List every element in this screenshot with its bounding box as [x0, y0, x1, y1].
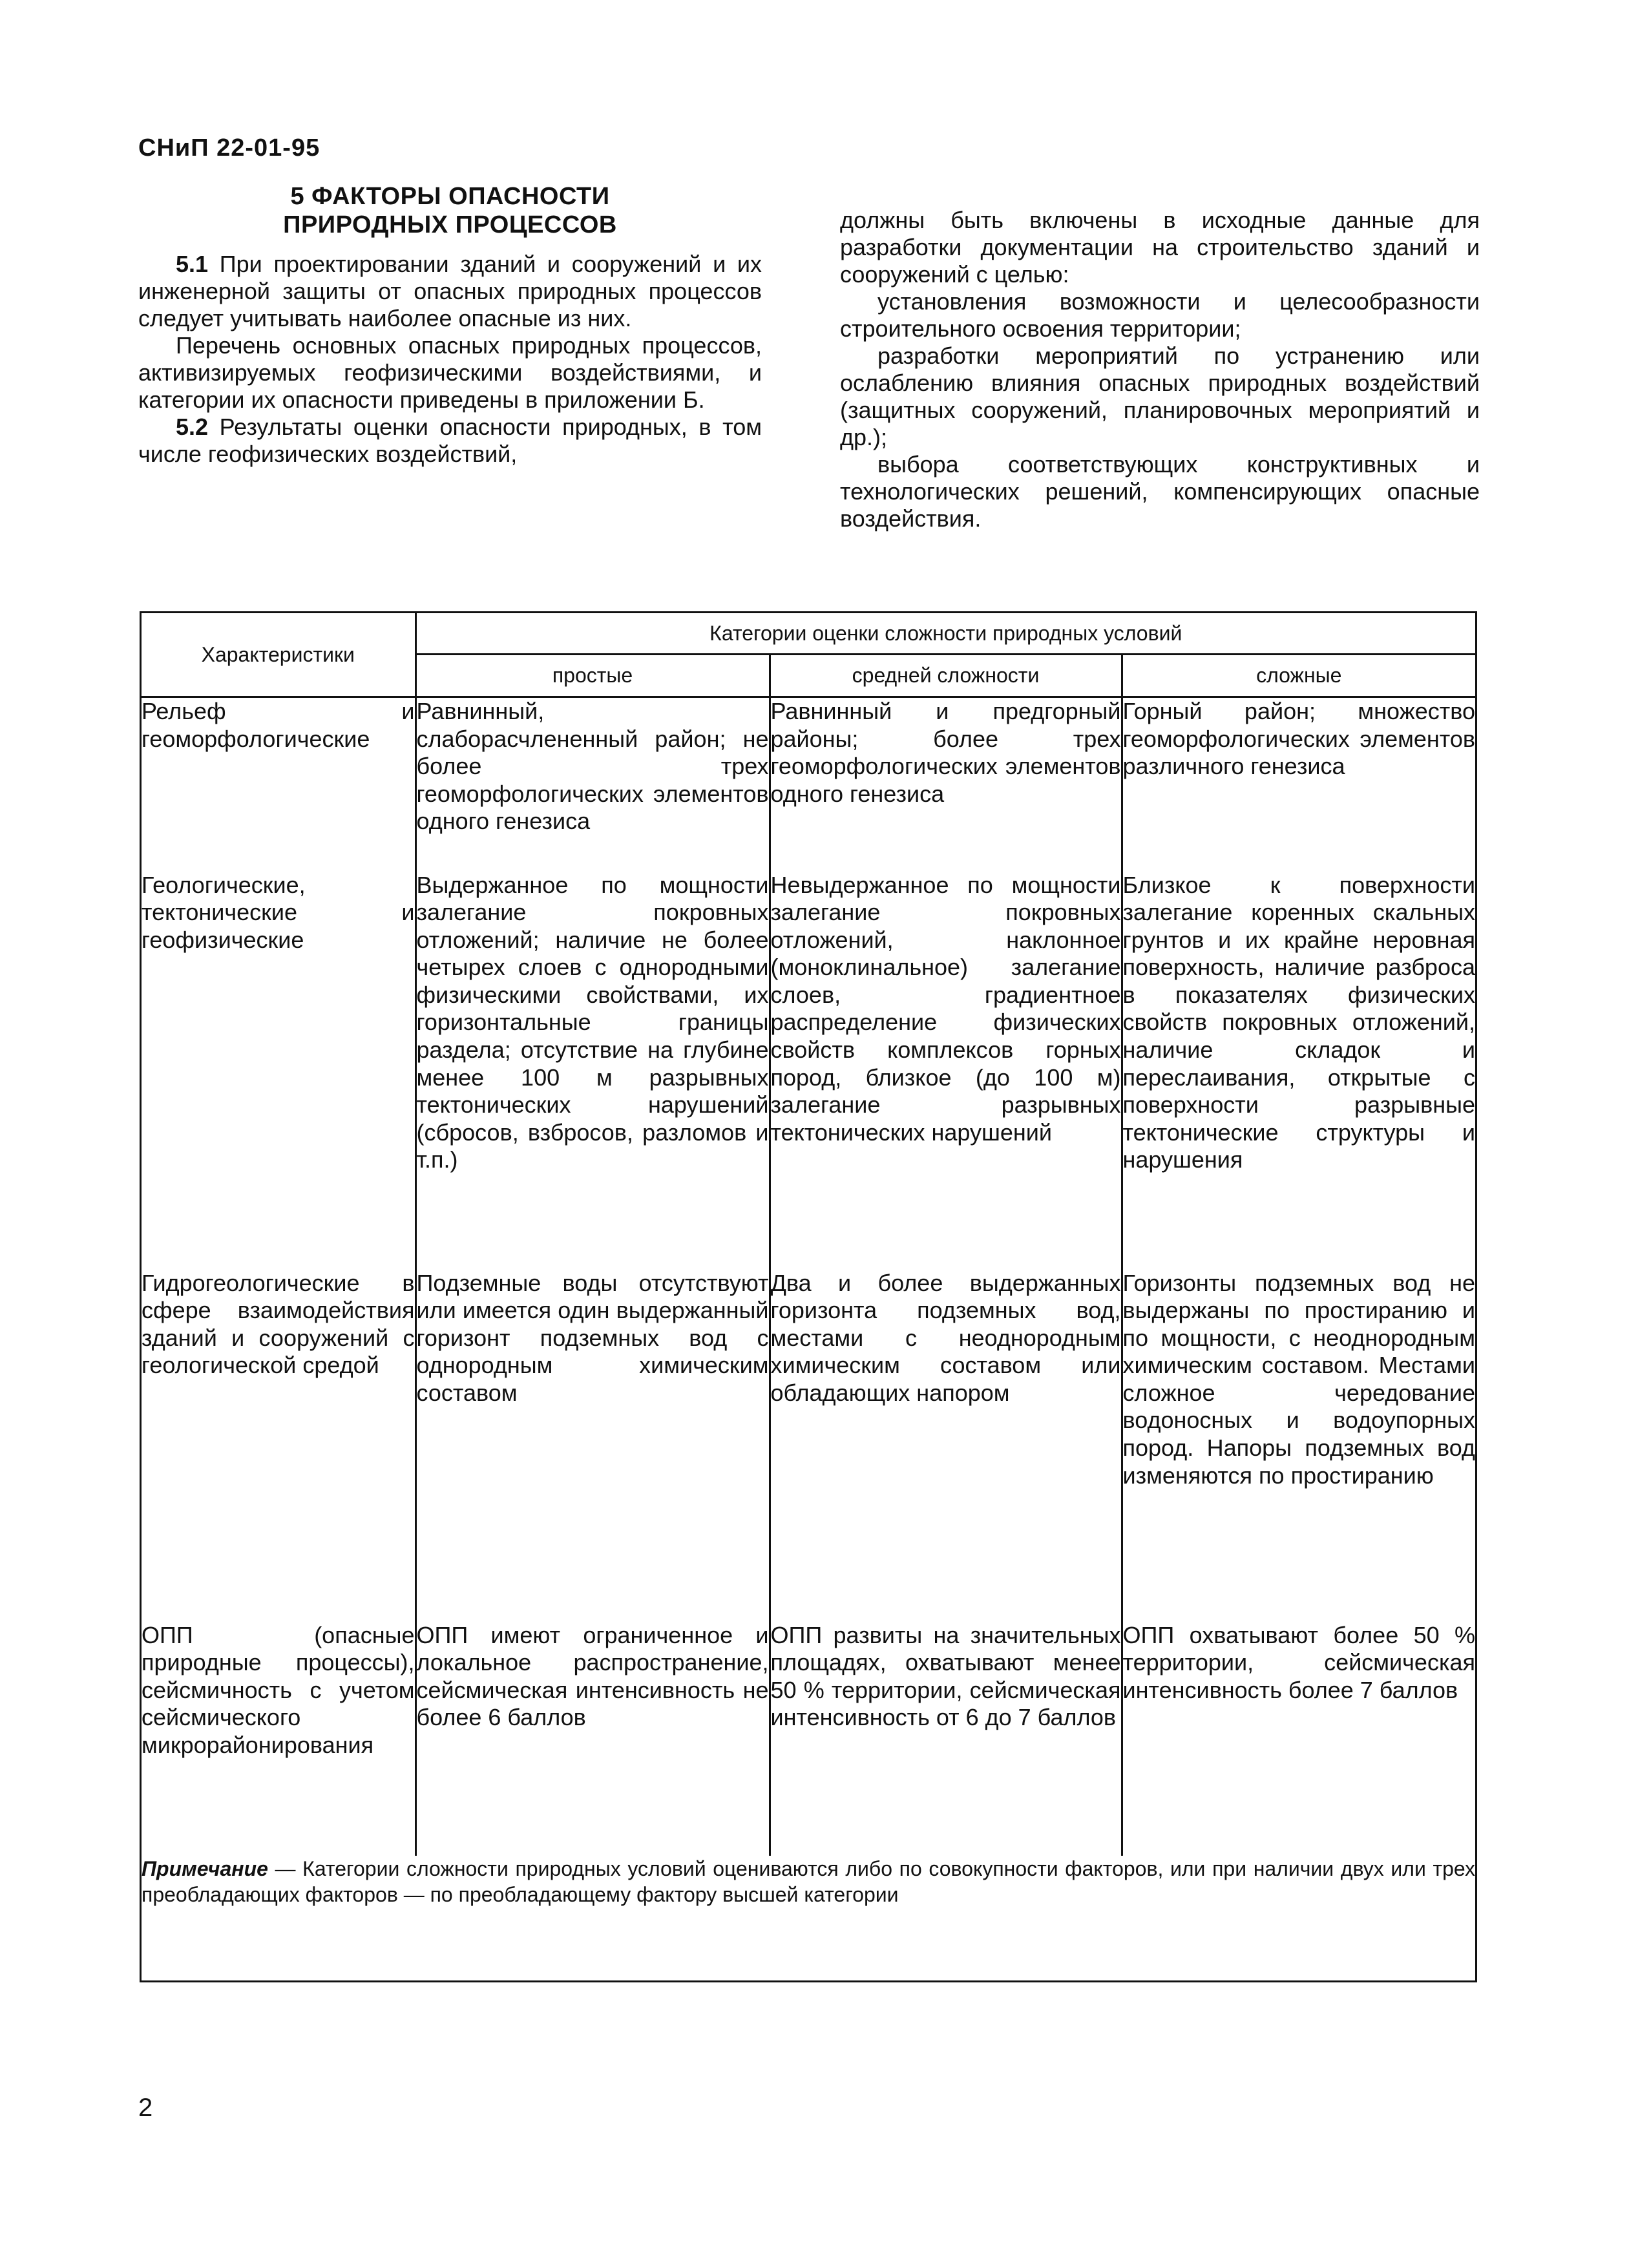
cell-simple: ОПП имеют ограниченное и локальное распространение, сейсмическая интенсивность не более 6 баллов [415, 1622, 770, 1856]
table-row [142, 1270, 1475, 1622]
right-column [840, 207, 1480, 532]
cell-complex: ОПП охватывают более 50 % территории, сейсмическая интенсивность более 7 баллов [1122, 1621, 1475, 1703]
table-row [142, 872, 1475, 1270]
table-note [142, 1856, 1475, 1907]
clause-number-5-2: 5.2 [176, 414, 209, 440]
cell-medium: ОПП развиты на значительных площадях, охватывают менее 50 % территории, сейсмическая интенсивность от 6 до 7 баллов [770, 1622, 1122, 1856]
note-text: — Категории сложности природных условий оцениваются либо по совокупности факторов, или при наличии двух или трех преобладающих факторов — по преобладающему фактору высшей категории [142, 1856, 1475, 1906]
document-code: СНиП 22-01-95 [138, 134, 320, 162]
complexity-table [140, 611, 1477, 1982]
cell-simple: Подземные воды отсутствуют или имеется один выдержанный горизонт подземных вод с однородным химическим составом [415, 1270, 770, 1622]
page-number: 2 [138, 2094, 153, 2122]
cell-simple: Выдержанное по мощности залегание покровных отложений; наличие не более четырех слоев с однородными физическими свойствами, их горизонтальные границы раздела; отсутствие на глубине менее 100 м разрывных тектонических нарушений (сбросов, взбросов, разломов и т.п.) [415, 872, 770, 1270]
cell-complex: Горный район; множество геоморфологических элементов различного генезиса [1122, 698, 1475, 780]
list-item-measures: разработки мероприятий по устранению или ослаблению влияния опасных природных воздействий (защитных сооружений, планировочных мероприятий и др.); [840, 342, 1480, 450]
cell-medium: Невыдержанное по мощности залегание покровных отложений, наклонное (моноклинальное) залегание слоев, градиентное распределение физических свойств комплексов горных пород, близкое (до 100 м) залегание разрывных тектонических нарушений [770, 872, 1122, 1270]
section-title-line-1: 5 ФАКТОРЫ ОПАСНОСТИ [290, 183, 610, 210]
table-note-cell [142, 1856, 1475, 1907]
section-title [138, 182, 762, 239]
cell-characteristic: ОПП (опасные природные процессы), сейсмичность с учетом сейсмического микрорайонирования [142, 1622, 415, 1856]
section-title-line-2: ПРИРОДНЫХ ПРОЦЕССОВ [283, 211, 617, 238]
complexity-table-grid [142, 613, 1475, 1907]
cell-characteristic: Геологические, тектонические и геофизические [142, 872, 415, 1270]
paragraph-continuation: должны быть включены в исходные данные для разработки документации на строительство зданий и сооружений с целью: [840, 207, 1480, 288]
header-categories: Категории оценки сложности природных условий [415, 613, 1475, 655]
paragraph-5-1 [138, 251, 762, 332]
cell-characteristic: Рельеф и геоморфологические [142, 697, 415, 872]
clause-number-5-1: 5.1 [176, 251, 209, 277]
paragraph-hazard-list: Перечень основных опасных природных процессов, активизируемых геофизическими воздействиями, и категории их опасности приведены в приложении Б. [138, 332, 762, 413]
paragraph-5-1-text: При проектировании зданий и сооружений и их инженерной защиты от опасных природных процессов следует учитывать наиболее опасные из них. [138, 251, 762, 331]
note-label: Примечание [142, 1856, 268, 1880]
left-column [138, 182, 762, 468]
header-characteristics: Характеристики [142, 613, 415, 697]
list-item-solutions: выбора соответствующих конструктивных и технологических решений, компенсирующих опасные воздействия. [840, 451, 1480, 532]
table-row [142, 1622, 1475, 1856]
cell-simple: Равнинный, слаборасчлененный район; не более трех геоморфологических элементов одного генезиса [415, 697, 770, 872]
header-simple: простые [415, 655, 770, 697]
table-row [142, 697, 1475, 872]
header-medium: средней сложности [770, 655, 1122, 697]
cell-characteristic: Гидрогеологические в сфере взаимодействия зданий и сооружений с геологической средой [142, 1270, 415, 1622]
table-note-row [142, 1856, 1475, 1907]
list-item-feasibility: установления возможности и целесообразности строительного освоения территории; [840, 288, 1480, 342]
cell-medium: Равнинный и предгорный районы; более трех геоморфологических элементов одного генезиса [770, 697, 1122, 872]
table-header-row [142, 613, 1475, 655]
cell-medium: Два и более выдержанных горизонта подземных вод, местами с неоднородным химическим составом или обладающих напором [770, 1270, 1122, 1622]
paragraph-5-2 [138, 414, 762, 468]
cell-complex: Близкое к поверхности залегание коренных скальных грунтов и их крайне неровная поверхность, наличие разброса в показателях физических свойств покровных отложений, наличие складок и переслаивания, открытые с поверхности разрывные тектонические структуры и нарушения [1122, 871, 1475, 1173]
header-complex: сложные [1122, 655, 1475, 697]
paragraph-5-2-text: Результаты оценки опасности природных, в том числе геофизических воздействий, [138, 414, 762, 467]
cell-complex: Горизонты подземных вод не выдержаны по простиранию и по мощности, с неоднородным химическим составом. Местами сложное чередование водоносных и водоупорных пород. Напоры подземных вод изменяются по простиранию [1122, 1269, 1475, 1489]
